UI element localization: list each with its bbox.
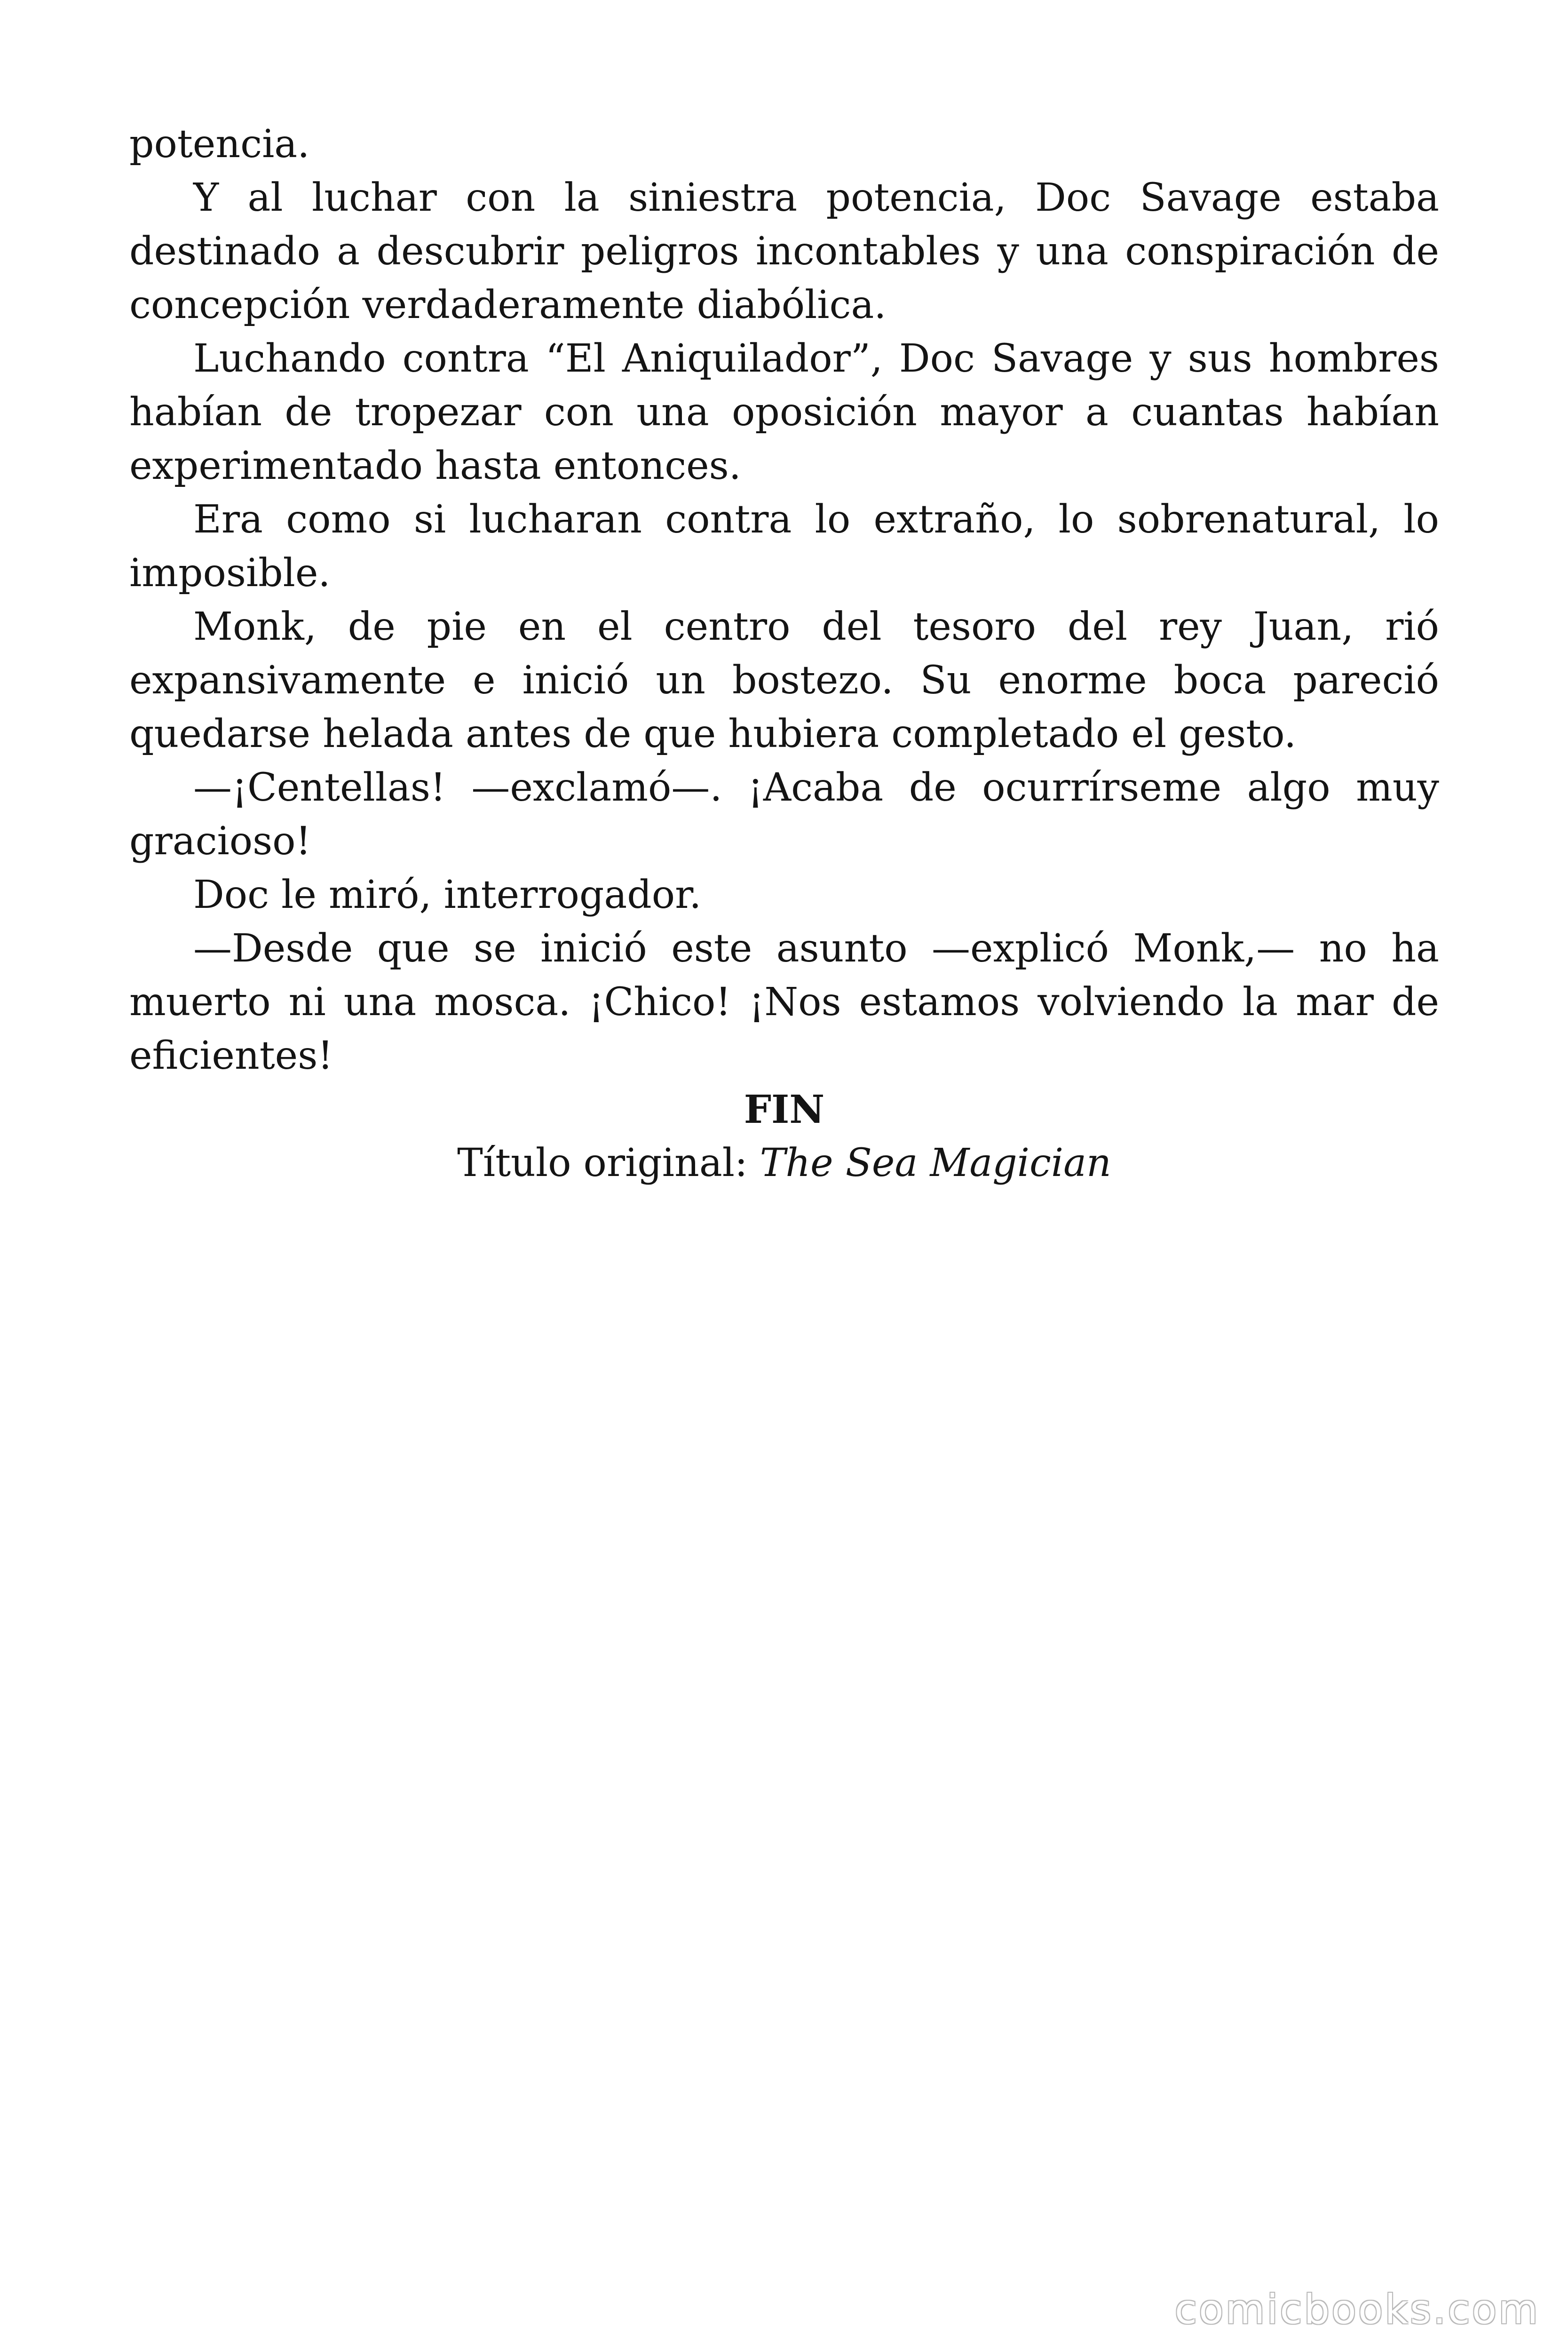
- page-body: [129, 118, 1439, 1190]
- original-title: The Sea Magician: [760, 1141, 1111, 1185]
- original-title-line: [129, 1136, 1439, 1190]
- paragraph-3: Luchando contra “El Aniquilador”, Doc Savage y sus hombres habían de tropezar con una oposición mayor a cuantas habían experimentado hasta entonces.: [129, 336, 1439, 488]
- paragraph-2: Y al luchar con la siniestra potencia, Doc Savage estaba destinado a descubrir peligros incontables y una conspiración de concepción verdaderamente diabólica.: [129, 175, 1439, 327]
- paragraph-7: Doc le miró, interrogador.: [193, 873, 702, 917]
- paragraph-1: potencia.: [129, 122, 310, 167]
- paragraph-8: —Desde que se inició este asunto —explicó Monk,— no ha muerto ni una mosca. ¡Chico! ¡Nos estamos volviendo la mar de eficientes!: [129, 926, 1439, 1078]
- paragraph-6: —¡Centellas! —exclamó—. ¡Acaba de ocurrírseme algo muy gracioso!: [129, 765, 1439, 864]
- paragraph-4: Era como si lucharan contra lo extraño, lo sobrenatural, lo imposible.: [129, 497, 1439, 596]
- end-label: FIN: [744, 1087, 825, 1132]
- paragraph-5: Monk, de pie en el centro del tesoro del rey Juan, rió expansivamente e inició un bostezo. Su enorme boca pareció quedarse helada antes de que hubiera completado el gesto.: [129, 604, 1439, 756]
- original-title-label: Título original:: [457, 1141, 760, 1185]
- watermark: comicbooks.com: [1174, 2286, 1540, 2333]
